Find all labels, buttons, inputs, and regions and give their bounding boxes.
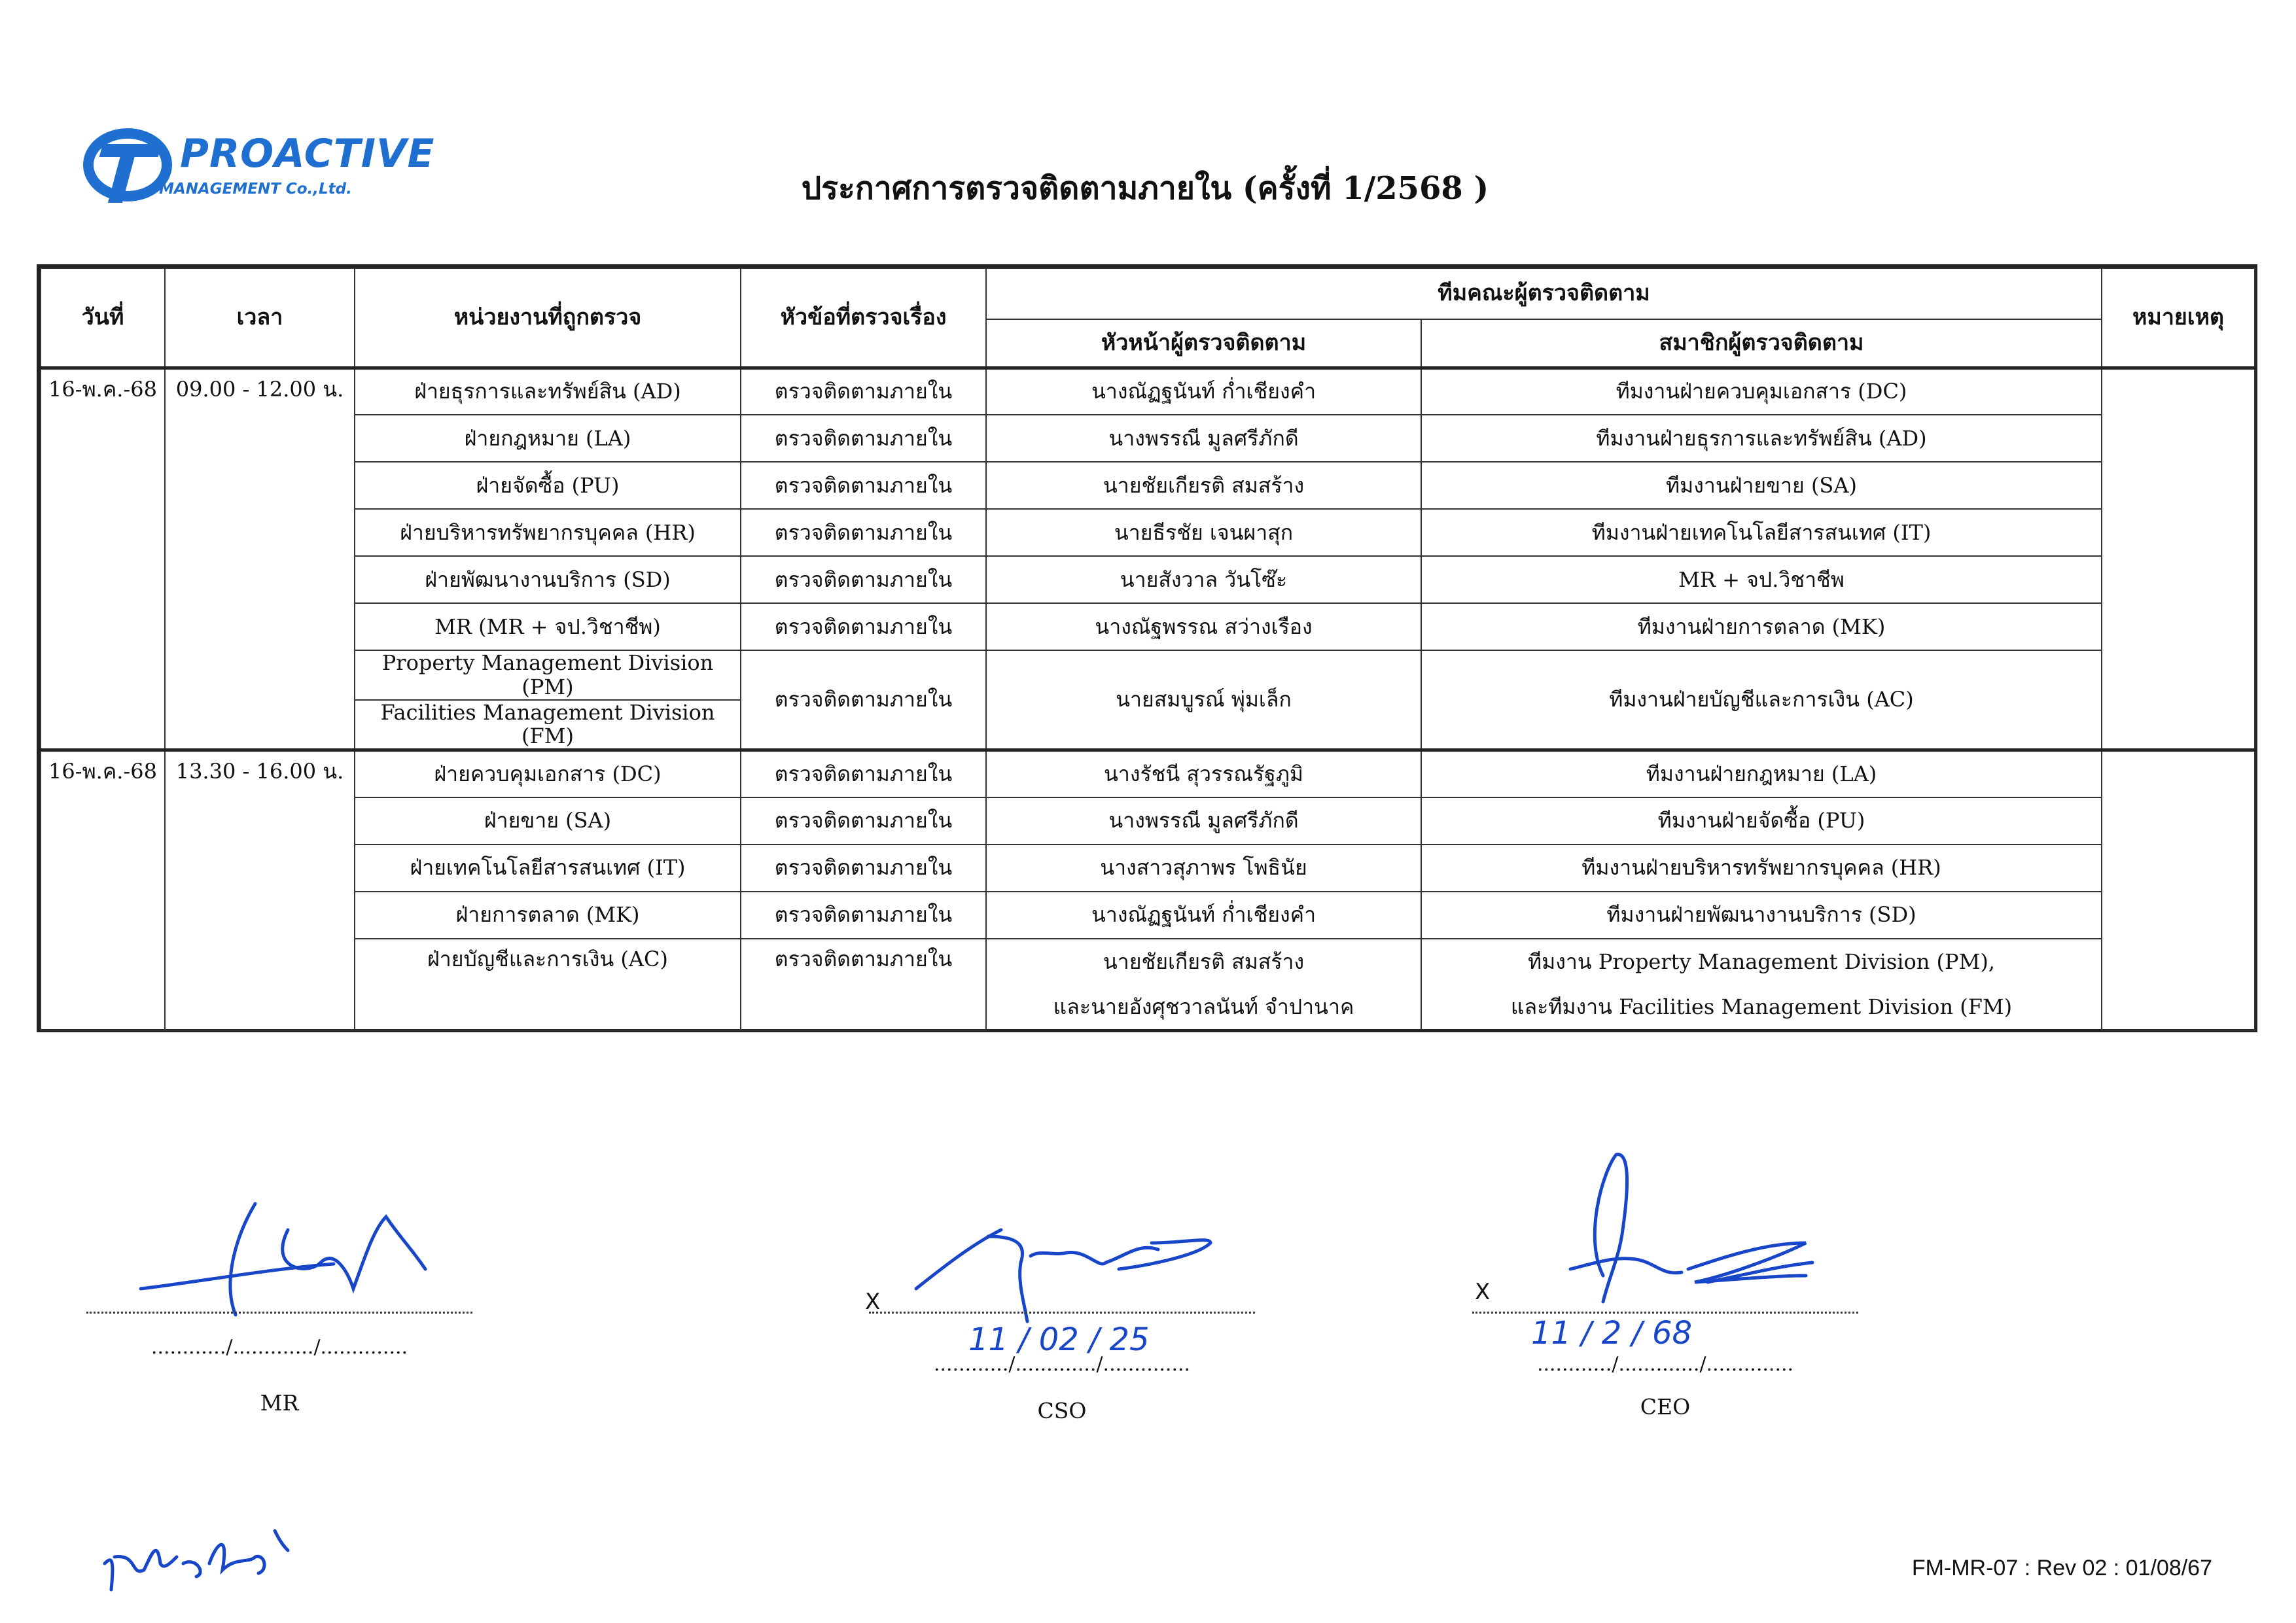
audited-unit: ฝ่ายบัญชีและการเงิน (AC) — [355, 939, 741, 1030]
header-topic: หัวข้อที่ตรวจเรื่อง — [741, 268, 986, 368]
member-auditor: ทีมงาน Property Management Division (PM), — [1421, 939, 2102, 985]
member-auditor: ทีมงานฝ่ายกฎหมาย (LA) — [1421, 750, 2102, 797]
table-row — [41, 845, 2255, 892]
ceo-signature-mark: X — [1475, 1279, 1491, 1305]
lead-auditor: และนายอังศุชวาลนันท์ จำปานาค — [986, 985, 1421, 1030]
lead-auditor: นางณัฐพรรณ สว่างเรือง — [986, 603, 1421, 650]
company-logo — [82, 124, 435, 209]
audited-unit: ฝ่ายบริหารทรัพยากรบุคคล (HR) — [355, 509, 741, 556]
audit-topic: ตรวจติดตามภายใน — [741, 892, 986, 939]
table-row — [41, 603, 2255, 650]
table-row — [41, 509, 2255, 556]
audited-unit: ฝ่ายเทคโนโลยีสารสนเทศ (IT) — [355, 845, 741, 892]
table-row — [41, 750, 2255, 797]
table-row — [41, 939, 2255, 985]
ceo-signature-line — [1472, 1312, 1858, 1314]
audited-unit: ฝ่ายกฎหมาย (LA) — [355, 415, 741, 462]
remark-cell — [2102, 368, 2255, 750]
lead-auditor: นายธีรชัย เจนผาสุก — [986, 509, 1421, 556]
cso-role-label: CSO — [1037, 1398, 1087, 1423]
logo-company-text: MANAGEMENT Co.,Ltd. — [159, 181, 352, 198]
ceo-role-label: CEO — [1640, 1394, 1691, 1420]
header-audited-unit: หน่วยงานที่ถูกตรวจ — [355, 268, 741, 368]
lead-auditor: นางณัฏฐนันท์ ก่ำเชียงคำ — [986, 368, 1421, 415]
audit-topic: ตรวจติดตามภายใน — [741, 650, 986, 750]
member-auditor: MR + จป.วิชาชีพ — [1421, 556, 2102, 603]
header-member-auditor: สมาชิกผู้ตรวจติดตาม — [1421, 319, 2102, 368]
member-auditor: ทีมงานฝ่ายขาย (SA) — [1421, 462, 2102, 509]
cso-signature-line — [869, 1312, 1255, 1314]
audited-unit: ฝ่ายควบคุมเอกสาร (DC) — [355, 750, 741, 797]
audit-topic: ตรวจติดตามภายใน — [741, 415, 986, 462]
lead-auditor: นางพรรณี มูลศรีภักดี — [986, 797, 1421, 845]
audit-topic: ตรวจติดตามภายใน — [741, 797, 986, 845]
table-row — [41, 797, 2255, 845]
form-code: FM-MR-07 : Rev 02 : 01/08/67 — [1911, 1556, 2212, 1580]
header-lead-auditor: หัวหน้าผู้ตรวจติดตาม — [986, 319, 1421, 368]
session-date: 16-พ.ค.-68 — [41, 750, 165, 1030]
member-auditor: ทีมงานฝ่ายเทคโนโลยีสารสนเทศ (IT) — [1421, 509, 2102, 556]
remark-cell — [2102, 750, 2255, 1030]
mr-date-line: ............/............./.............. — [150, 1336, 408, 1359]
audited-unit: ฝ่ายจัดซื้อ (PU) — [355, 462, 741, 509]
header-time: เวลา — [165, 268, 355, 368]
header-audit-team: ทีมคณะผู้ตรวจติดตาม — [986, 268, 2102, 319]
session-date: 16-พ.ค.-68 — [41, 368, 165, 750]
session-time: 09.00 - 12.00 น. — [165, 368, 355, 750]
header-date: วันที่ — [41, 268, 165, 368]
audited-unit: MR (MR + จป.วิชาชีพ) — [355, 603, 741, 650]
audit-topic: ตรวจติดตามภายใน — [741, 603, 986, 650]
cso-date-line: ............/............./.............. — [933, 1353, 1191, 1376]
member-auditor: ทีมงานฝ่ายควบคุมเอกสาร (DC) — [1421, 368, 2102, 415]
member-auditor: ทีมงานฝ่ายบริหารทรัพยากรบุคคล (HR) — [1421, 845, 2102, 892]
lead-auditor: นางณัฏฐนันท์ ก่ำเชียงคำ — [986, 892, 1421, 939]
table-row — [41, 415, 2255, 462]
audit-topic: ตรวจติดตามภายใน — [741, 845, 986, 892]
ceo-date-line: ............/............./.............. — [1536, 1353, 1794, 1376]
mr-signature-line — [86, 1312, 472, 1314]
audit-topic: ตรวจติดตามภายใน — [741, 556, 986, 603]
ceo-signature — [1531, 1145, 1845, 1321]
table-row — [41, 650, 2255, 700]
member-auditor: ทีมงานฝ่ายธุรการและทรัพย์สิน (AD) — [1421, 415, 2102, 462]
audit-schedule-table — [37, 264, 2257, 1032]
member-auditor: ทีมงานฝ่ายการตลาด (MK) — [1421, 603, 2102, 650]
audited-unit: Facilities Management Division (FM) — [355, 700, 741, 750]
handwritten-initials — [98, 1518, 308, 1596]
member-auditor: ทีมงานฝ่ายจัดซื้อ (PU) — [1421, 797, 2102, 845]
lead-auditor: นางรัชนี สุวรรณรัฐภูมิ — [986, 750, 1421, 797]
lead-auditor: นางพรรณี มูลศรีภักดี — [986, 415, 1421, 462]
audit-topic: ตรวจติดตามภายใน — [741, 368, 986, 415]
member-auditor: ทีมงานฝ่ายบัญชีและการเงิน (AC) — [1421, 650, 2102, 750]
mr-signature-block — [86, 1312, 472, 1416]
lead-auditor: นายสมบูรณ์ พุ่มเล็ก — [986, 650, 1421, 750]
audit-topic: ตรวจติดตามภายใน — [741, 939, 986, 1030]
cso-handwritten-date: 11 / 02 / 25 — [968, 1321, 1150, 1358]
member-auditor: และทีมงาน Facilities Management Division (FM) — [1421, 985, 2102, 1030]
audited-unit: ฝ่ายธุรการและทรัพย์สิน (AD) — [355, 368, 741, 415]
logo-brand-text: PROACTIVE — [180, 131, 435, 177]
table-row — [41, 368, 2255, 415]
cso-signature-mark: X — [865, 1289, 881, 1315]
member-auditor: ทีมงานฝ่ายพัฒนางานบริการ (SD) — [1421, 892, 2102, 939]
mr-role-label: MR — [260, 1390, 299, 1416]
audited-unit: ฝ่ายการตลาด (MK) — [355, 892, 741, 939]
audit-topic: ตรวจติดตามภายใน — [741, 462, 986, 509]
lead-auditor: นายชัยเกียรติ สมสร้าง — [986, 939, 1421, 985]
audited-unit: Property Management Division (PM) — [355, 650, 741, 700]
audit-topic: ตรวจติดตามภายใน — [741, 509, 986, 556]
session-time: 13.30 - 16.00 น. — [165, 750, 355, 1030]
lead-auditor: นายสังวาล วันโซ๊ะ — [986, 556, 1421, 603]
mr-signature — [137, 1191, 451, 1321]
table-row — [41, 462, 2255, 509]
header-remark: หมายเหตุ — [2102, 268, 2255, 368]
ceo-handwritten-date: 11 / 2 / 68 — [1531, 1315, 1693, 1352]
lead-auditor: นายชัยเกียรติ สมสร้าง — [986, 462, 1421, 509]
audited-unit: ฝ่ายขาย (SA) — [355, 797, 741, 845]
page-title: ประกาศการตรวจติดตามภายใน (ครั้งที่ 1/2568 ) — [801, 170, 1489, 207]
audited-unit: ฝ่ายพัฒนางานบริการ (SD) — [355, 556, 741, 603]
table-row — [41, 892, 2255, 939]
lead-auditor: นางสาวสุภาพร โพธินัย — [986, 845, 1421, 892]
table-row — [41, 556, 2255, 603]
audit-topic: ตรวจติดตามภายใน — [741, 750, 986, 797]
